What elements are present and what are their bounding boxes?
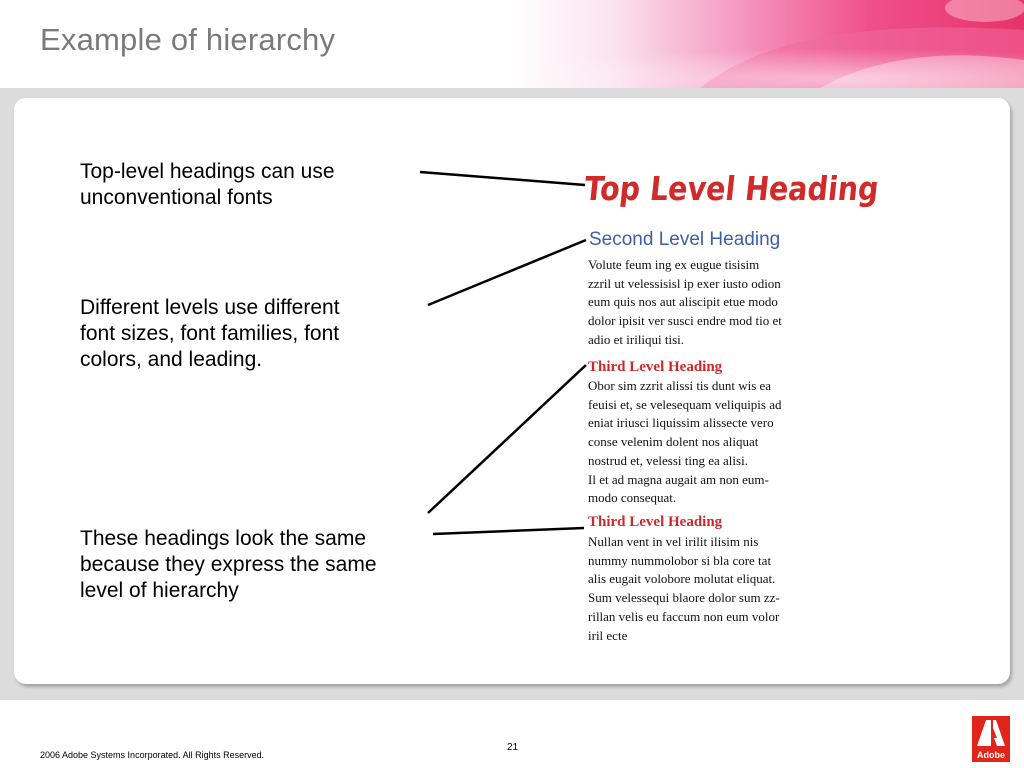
third-level-heading-2: Third Level Heading — [588, 514, 723, 530]
paragraph-line: modo consequat. — [588, 490, 677, 506]
caption-line: Top-level headings can use — [80, 160, 335, 183]
paragraph-line: adio et iriliqui tisi. — [588, 331, 685, 347]
adobe-logo-text: Adobe — [977, 750, 1005, 760]
example-paragraph-3 — [588, 533, 828, 645]
page-number: 21 — [507, 742, 519, 753]
paragraph-line: dolor ipisit ver susci endre mod tio et — [588, 313, 782, 329]
paragraph-line: Sum velessequi blaore dolor sum zz- — [588, 590, 780, 606]
paragraph-line: nummy nummolobor si bla core tat — [588, 552, 772, 568]
caption-line: colors, and leading. — [80, 348, 263, 371]
caption-line: Different levels use different — [80, 296, 340, 319]
paragraph-line: eniat iriusci liquissim alissecte vero — [588, 415, 774, 431]
caption-line: unconventional fonts — [80, 186, 273, 209]
caption-line: font sizes, font families, font — [80, 322, 340, 345]
caption-line: because they express the same — [80, 553, 377, 576]
slide-title: Example of hierarchy — [40, 22, 336, 57]
third-level-heading-1: Third Level Heading — [588, 359, 723, 375]
paragraph-line: feuisi et, se velesequam veliquipis ad — [588, 396, 782, 412]
paragraph-line: Obor sim zzrit alissi tis dunt wis ea — [588, 378, 772, 393]
caption-line: level of hierarchy — [80, 579, 239, 602]
top-level-heading — [582, 166, 927, 222]
caption-top-level — [80, 159, 410, 211]
top-level-heading-text: Top Level Heading — [582, 169, 927, 208]
paragraph-line: iril ecte — [588, 627, 628, 643]
paragraph-line: eum quis nos aut aliscipit etue modo — [588, 294, 778, 310]
paragraph-line: alis eugait volobore molutat eliquat. — [588, 571, 776, 587]
caption-line: These headings look the same — [80, 527, 367, 550]
example-paragraph-2 — [588, 377, 828, 508]
paragraph-line: nostrud et, velessi ting ea alisi. — [588, 452, 748, 468]
adobe-logo-icon — [972, 716, 1010, 762]
copyright-notice: 2006 Adobe Systems Incorporated. All Rights Reserved. — [40, 750, 265, 760]
example-paragraph-1 — [588, 256, 828, 350]
paragraph-line: Volute feum ing ex eugue tisisim — [588, 257, 760, 272]
paragraph-line: rillan velis eu faccum non eum volor — [588, 608, 780, 624]
paragraph-line: Nullan vent in vel irilit ilisim nis — [588, 534, 759, 549]
paragraph-line: conse velenim dolent nos aliquat — [588, 434, 759, 450]
caption-levels — [80, 295, 420, 373]
caption-same-headings — [80, 526, 450, 604]
paragraph-line: zzril ut velessisisl ip exer iusto odion — [588, 275, 781, 291]
paragraph-line: Il et ad magna augait am non eum- — [588, 471, 769, 487]
slide-header — [0, 0, 1024, 88]
second-level-heading: Second Level Heading — [589, 229, 781, 250]
